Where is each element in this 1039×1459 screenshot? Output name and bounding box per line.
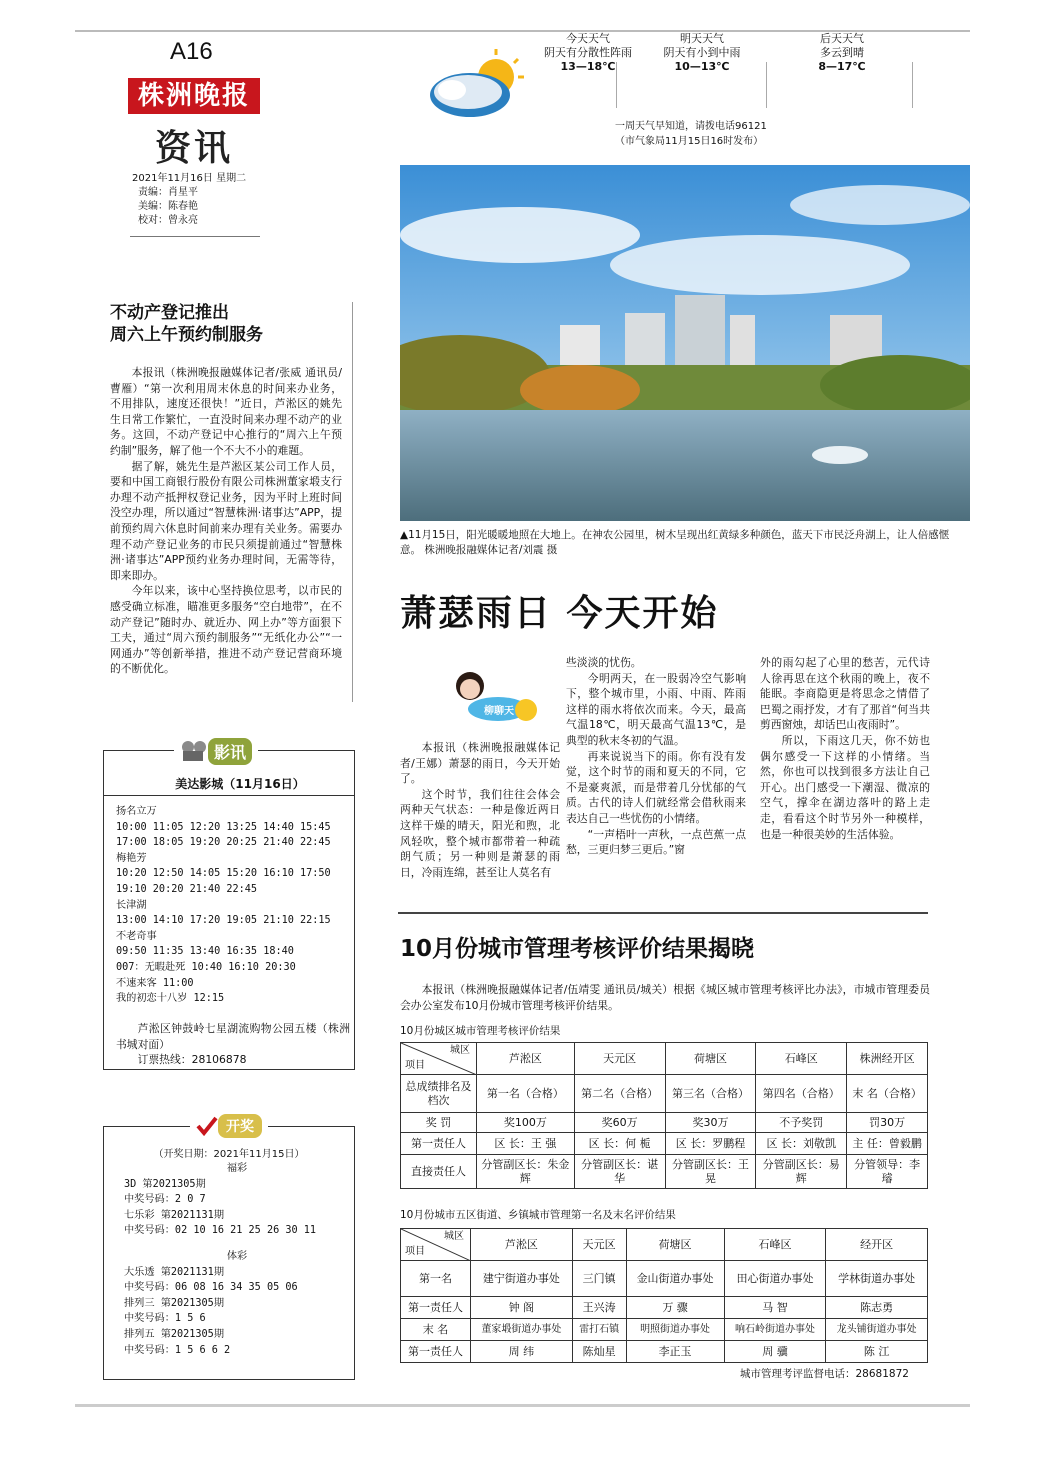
- cinema-schedule: 扬名立万 10:00 11:05 12:20 13:25 14:40 15:45 17:00 18:05 19:20 20:25 21:40 22:45 梅艳芳 10:20 12:50 14:05 15:20 16:10 17:50 19:10 20:20 21:40 22:45 长津湖 13:00 14:10 17:20 19:05 21:10 22:15 不老奇事 09:50 11:35 13:40 16:35 18:40 007：无暇赴死 10:40 16:10 20:30 不速来客 11:00 我的初恋十八岁 12:15: [116, 806, 331, 1005]
- table1-col-header: 芦淞区: [477, 1043, 575, 1075]
- city-mgmt-intro: 本报讯（株洲晚报融媒体记者/伍靖雯 通讯员/城关）根据《城区城市管理考核评比办法》，市城市管理委员会办公室发布10月份城市管理考核评价结果。: [400, 983, 930, 1012]
- art-editor-line: 美编：陈春艳: [138, 201, 198, 212]
- weather-hotline: 一周天气早知道，请拨电话96121: [615, 121, 767, 132]
- evaluation-table-streets: [400, 1228, 928, 1363]
- photo-caption: ▲11月15日，阳光暖暖地照在大地上。在神农公园里，树木呈现出红黄绿多种颜色，蓝天下市民泛舟湖上，让人倍感惬意。 株洲晚报融媒体记者/刘震 摄: [400, 529, 950, 556]
- proofreader-line: 校对：曾永亮: [138, 215, 198, 226]
- table2-col-header: 经开区: [826, 1229, 928, 1261]
- weather-source: （市气象局11月15日16时发布）: [615, 136, 764, 147]
- film-camera-icon: [180, 740, 208, 762]
- weather-divider: [616, 62, 617, 108]
- weather-divider: [912, 62, 913, 108]
- cinema-head-rule: [104, 795, 354, 796]
- editor-line: 责编：肖星平: [138, 187, 198, 198]
- realestate-body: 本报讯（株洲晚报融媒体记者/张威 通讯员/曹雁）“第一次利用周末休息的时间来办业务，不用排队，速度还很快！”近日，芦淞区的姚先生日常工作繁忙，一直没时间来办理不动产的业务。这回，不动产登记中心推行的“周六上午预约制”服务，解了他一个不大不小的难题。 据了解，姚先生是芦淞区某公司工作人员，要和中国工商银行股份有限公司株洲董家塅支行办理不动产抵押权登记业务，因为平时上班时间没空办理，所以通过“智慧株洲·诸事达”APP，提前预约周六休息时间前来办理有关业务。需要办理不动产登记业务的市民只须提前通过“智慧株洲·诸事达”APP预约业务办理时间，无需等待，即来即办。 今年以来，该中心坚持换位思考，以市民的感受确立标准，瞄准更多服务“空白地带”，在不动产登记”随时办、就近办、网上办”等方面狠下工夫，通过“周六预约制服务”“无纸化办公”“一网通办”等创新举措，推进不动产登记营商环境的不断优化。: [110, 366, 342, 676]
- table-row: 末 名 董家塅街道办事处 雷打石镇 明照街道办事处 响石岭街道办事处 龙头铺街道办事处: [401, 1319, 928, 1341]
- story-column-3: 外的雨勾起了心里的愁苦，元代诗人徐再思在这个秋雨的晚上，夜不能眠。李商隐更是将思念之情借了巴蜀之雨抒发，才有了那首“何当共剪西窗烛，却话巴山夜雨时”。 所以，下雨这几天，你不妨也偶尔感受一下这样的小情绪。当然，你也可以找到很多方法让自己开心。出门感受一下潮湿、微凉的空气，撑伞在湖边落叶的路上走走，看看这个时节另外一种模样，也是一种很美妙的生活体验。: [760, 656, 930, 841]
- table2-corner: 城区 项目: [401, 1229, 471, 1261]
- table2-title: 10月份城市五区街道、乡镇城市管理第一名及末名评价结果: [400, 1209, 676, 1221]
- lottery-box: [103, 1119, 355, 1380]
- main-headline: 萧瑟雨日 今天开始: [400, 592, 719, 634]
- table-row: 第一责任人 钟 阁 王兴涛 万 骤 马 智 陈志勇: [401, 1297, 928, 1319]
- table2-col-header: 芦淞区: [471, 1229, 573, 1261]
- table1-col-header: 株洲经开区: [847, 1043, 928, 1075]
- masthead-rule: [130, 236, 260, 237]
- issue-date: 2021年11月16日 星期二: [132, 173, 247, 184]
- section-divider: [398, 912, 928, 914]
- table1-col-header: 石峰区: [756, 1043, 847, 1075]
- table-row: 奖 罚 奖100万 奖60万 奖30万 不予奖罚 罚30万: [401, 1113, 928, 1133]
- weather-day-after: 后天天气 多云到晴 8—17℃: [818, 32, 866, 73]
- table2-col-header: 荷塘区: [626, 1229, 724, 1261]
- lottery-results: 福彩 3D 第2021305期 中奖号码：2 0 7 七乐彩 第2021131期 中奖号码：02 10 16 21 25 26 30 11 体彩 大乐透 第2021131期 中奖号码：06 08 16 34 35 05 06 排列三 第2021305期 中奖号码：1 5 6 排列五 第2021305期 中奖号码：1 5 6 6 2: [124, 1163, 317, 1356]
- table1-title: 10月份城区城市管理考核评价结果: [400, 1025, 561, 1037]
- table-row: 直接责任人 分管副区长：朱金辉 分管副区长：谌 华 分管副区长：王 晃 分管副区长：易 辉 分管领导：李 璿: [401, 1155, 928, 1189]
- weather-divider: [766, 62, 767, 108]
- section-title: 资讯: [155, 127, 234, 169]
- cinema-badge: 影讯: [174, 737, 258, 765]
- table2-col-header: 石峰区: [724, 1229, 826, 1261]
- realestate-headline: 不动产登记推出 周六上午预约制服务: [110, 303, 263, 345]
- weather-today: 今天天气 阴天有分散性阵雨 13—18℃: [544, 32, 632, 73]
- park-lake-photo: [400, 165, 970, 521]
- left-column-rule: [352, 302, 353, 702]
- column-badge: 柳聊天: [484, 706, 514, 717]
- cinema-box: [103, 742, 355, 1070]
- table1-col-header: 天元区: [574, 1043, 665, 1075]
- bottom-rule: [75, 1404, 970, 1407]
- city-mgmt-headline: 10月份城市管理考核评价结果揭晓: [400, 936, 755, 962]
- cinema-address: 芦淞区钟鼓岭七星湖流购物公园五楼（株洲书城对面） 订票热线：28106878: [116, 1022, 350, 1067]
- city-mgmt-hotline: 城市管理考评监督电话：28681872: [740, 1368, 909, 1380]
- table-row: 第一名 建宁街道办事处 三门镇 金山街道办事处 田心街道办事处 学林街道办事处: [401, 1261, 928, 1297]
- table-row: 第一责任人 区 长：王 强 区 长：何 栀 区 长：罗鹏程 区 长：刘敬凯 主 任：曾毅鹏: [401, 1133, 928, 1155]
- cinema-name: 美达影城（11月16日）: [175, 777, 305, 791]
- weather-tomorrow: 明天天气 阴天有小到中雨 10—13℃: [663, 32, 741, 73]
- table-row: 第一责任人 周 纬 陈灿星 李正玉 周 骥 陈 江: [401, 1341, 928, 1363]
- evaluation-table-districts: [400, 1042, 928, 1189]
- story-column-1: 本报讯（株洲晚报融媒体记者/王娜）萧瑟的雨日，今天开始了。 这个时节，我们往往会体会两种天气状态：一种是像近两日这样干燥的晴天，阳光和煦，北风轻吹，整个城市都带着一种疏朗气质；另一种则是萧瑟的雨日，冷雨连绵，甚至让人莫名有: [400, 741, 560, 879]
- table1-corner: 城区 项目: [401, 1043, 477, 1075]
- page-number: A16: [170, 38, 213, 65]
- story-column-2: 些淡淡的忧伤。 今明两天，在一股弱冷空气影响下，整个城市里，小雨、中雨、阵雨这样的雨水将依次而来。今天，最高气温18℃，明天最高气温13℃，是典型的秋末冬初的气温。 再来说说当下的雨。你有没有发觉，这个时节的雨和夏天的不同，它不是豪爽派，而是带着几分忧郁的气质。古代的诗人们就经常会借秋雨来表达自己一些忧伤的小情绪。 “一声梧叶一声秋，一点芭蕉一点愁，三更归梦三更后。”窗: [566, 656, 746, 857]
- columnist-avatar: [428, 664, 546, 724]
- table-row: 总成绩排名及档次 第一名（合格） 第二名（合格） 第三名（合格） 第四名（合格） 末 名（合格）: [401, 1075, 928, 1113]
- lottery-badge: 开奖: [190, 1113, 268, 1139]
- table1-col-header: 荷塘区: [665, 1043, 756, 1075]
- newspaper-logo: 株洲晚报: [128, 78, 260, 114]
- table2-col-header: 天元区: [572, 1229, 626, 1261]
- checkmark-icon: [196, 1116, 218, 1136]
- lottery-date: （开奖日期：2021年11月15日）: [153, 1149, 305, 1160]
